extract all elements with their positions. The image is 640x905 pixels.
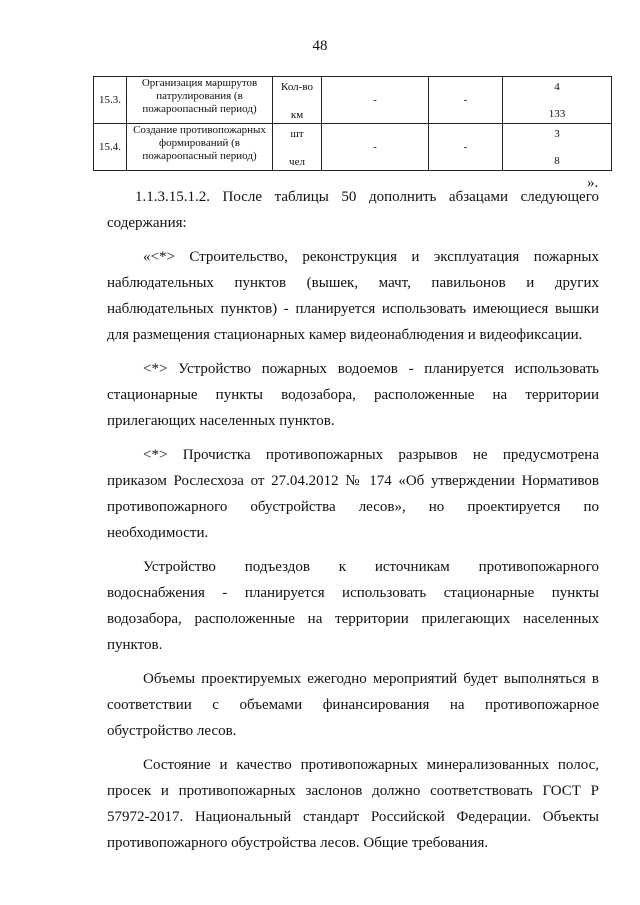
table-row (94, 124, 612, 171)
unit-bottom: км (290, 109, 304, 121)
unit-cell (273, 124, 322, 171)
col-b-value: - (429, 124, 503, 171)
col-b-value: - (429, 77, 503, 124)
page-number: 48 (312, 38, 328, 54)
measure-name: Организация маршрутов патрулирования (в пожароопасный период) (127, 77, 273, 124)
col-a-value: - (322, 77, 429, 124)
value-bottom: 133 (548, 108, 566, 120)
table-closing-quote: ». (587, 175, 599, 191)
paragraph-gost: Состояние и качество противопожарных минерализованных полос, просек и противопожарных заслонов должно соответствовать ГОСТ Р 57972-2017. Национальный стандарт Российской Федерации. Объекты противопожарного обустройства лесов. Общие требования. (107, 757, 599, 851)
paragraph-observation-points: «<*> Строительство, реконструкция и эксплуатация пожарных наблюдательных пунктов (вышек, мачт, павильонов и других наблюдательных пунктов) - планируется использовать имеющиеся вышки для размещения стационарных камер видеонаблюдения и видеофиксации. (107, 249, 599, 343)
paragraph-firebreaks: <*> Прочистка противопожарных разрывов не предусмотрена приказом Рослесхоза от 27.04.2012 № 174 «Об утверждении Нормативов противопожарного обустройства лесов», но проектируется по необходимости. (107, 447, 599, 541)
document-body (107, 184, 599, 864)
unit-cell (273, 77, 322, 124)
unit-top: Кол-во (281, 81, 313, 93)
value-top: 4 (554, 81, 560, 93)
unit-bottom: чел (289, 156, 305, 168)
measures-table (93, 76, 612, 171)
measure-name: Создание противопожарных формирований (в пожароопасный период) (127, 124, 273, 171)
value-cell (503, 77, 612, 124)
unit-top: шт (290, 128, 304, 140)
value-bottom: 8 (554, 155, 560, 167)
row-number: 15.4. (94, 124, 127, 171)
paragraph-volumes: Объемы проектируемых ежегодно мероприятий будет выполняться в соответствии с объемами финансирования на противопожарное обустройство лесов. (107, 671, 599, 739)
col-a-value: - (322, 124, 429, 171)
paragraph-amendment: 1.1.3.15.1.2. После таблицы 50 дополнить абзацами следующего содержания: (107, 189, 599, 231)
value-top: 3 (554, 128, 560, 140)
paragraph-access-roads: Устройство подъездов к источникам противопожарного водоснабжения - планируется использовать стационарные пункты водозабора, расположенные на территории прилегающих населенных пунктов. (107, 559, 599, 653)
row-number: 15.3. (94, 77, 127, 124)
paragraph-fire-ponds: <*> Устройство пожарных водоемов - планируется использовать стационарные пункты водозабора, расположенные на территории прилегающих населенных пунктов. (107, 361, 599, 429)
table-row (94, 77, 612, 124)
value-cell (503, 124, 612, 171)
